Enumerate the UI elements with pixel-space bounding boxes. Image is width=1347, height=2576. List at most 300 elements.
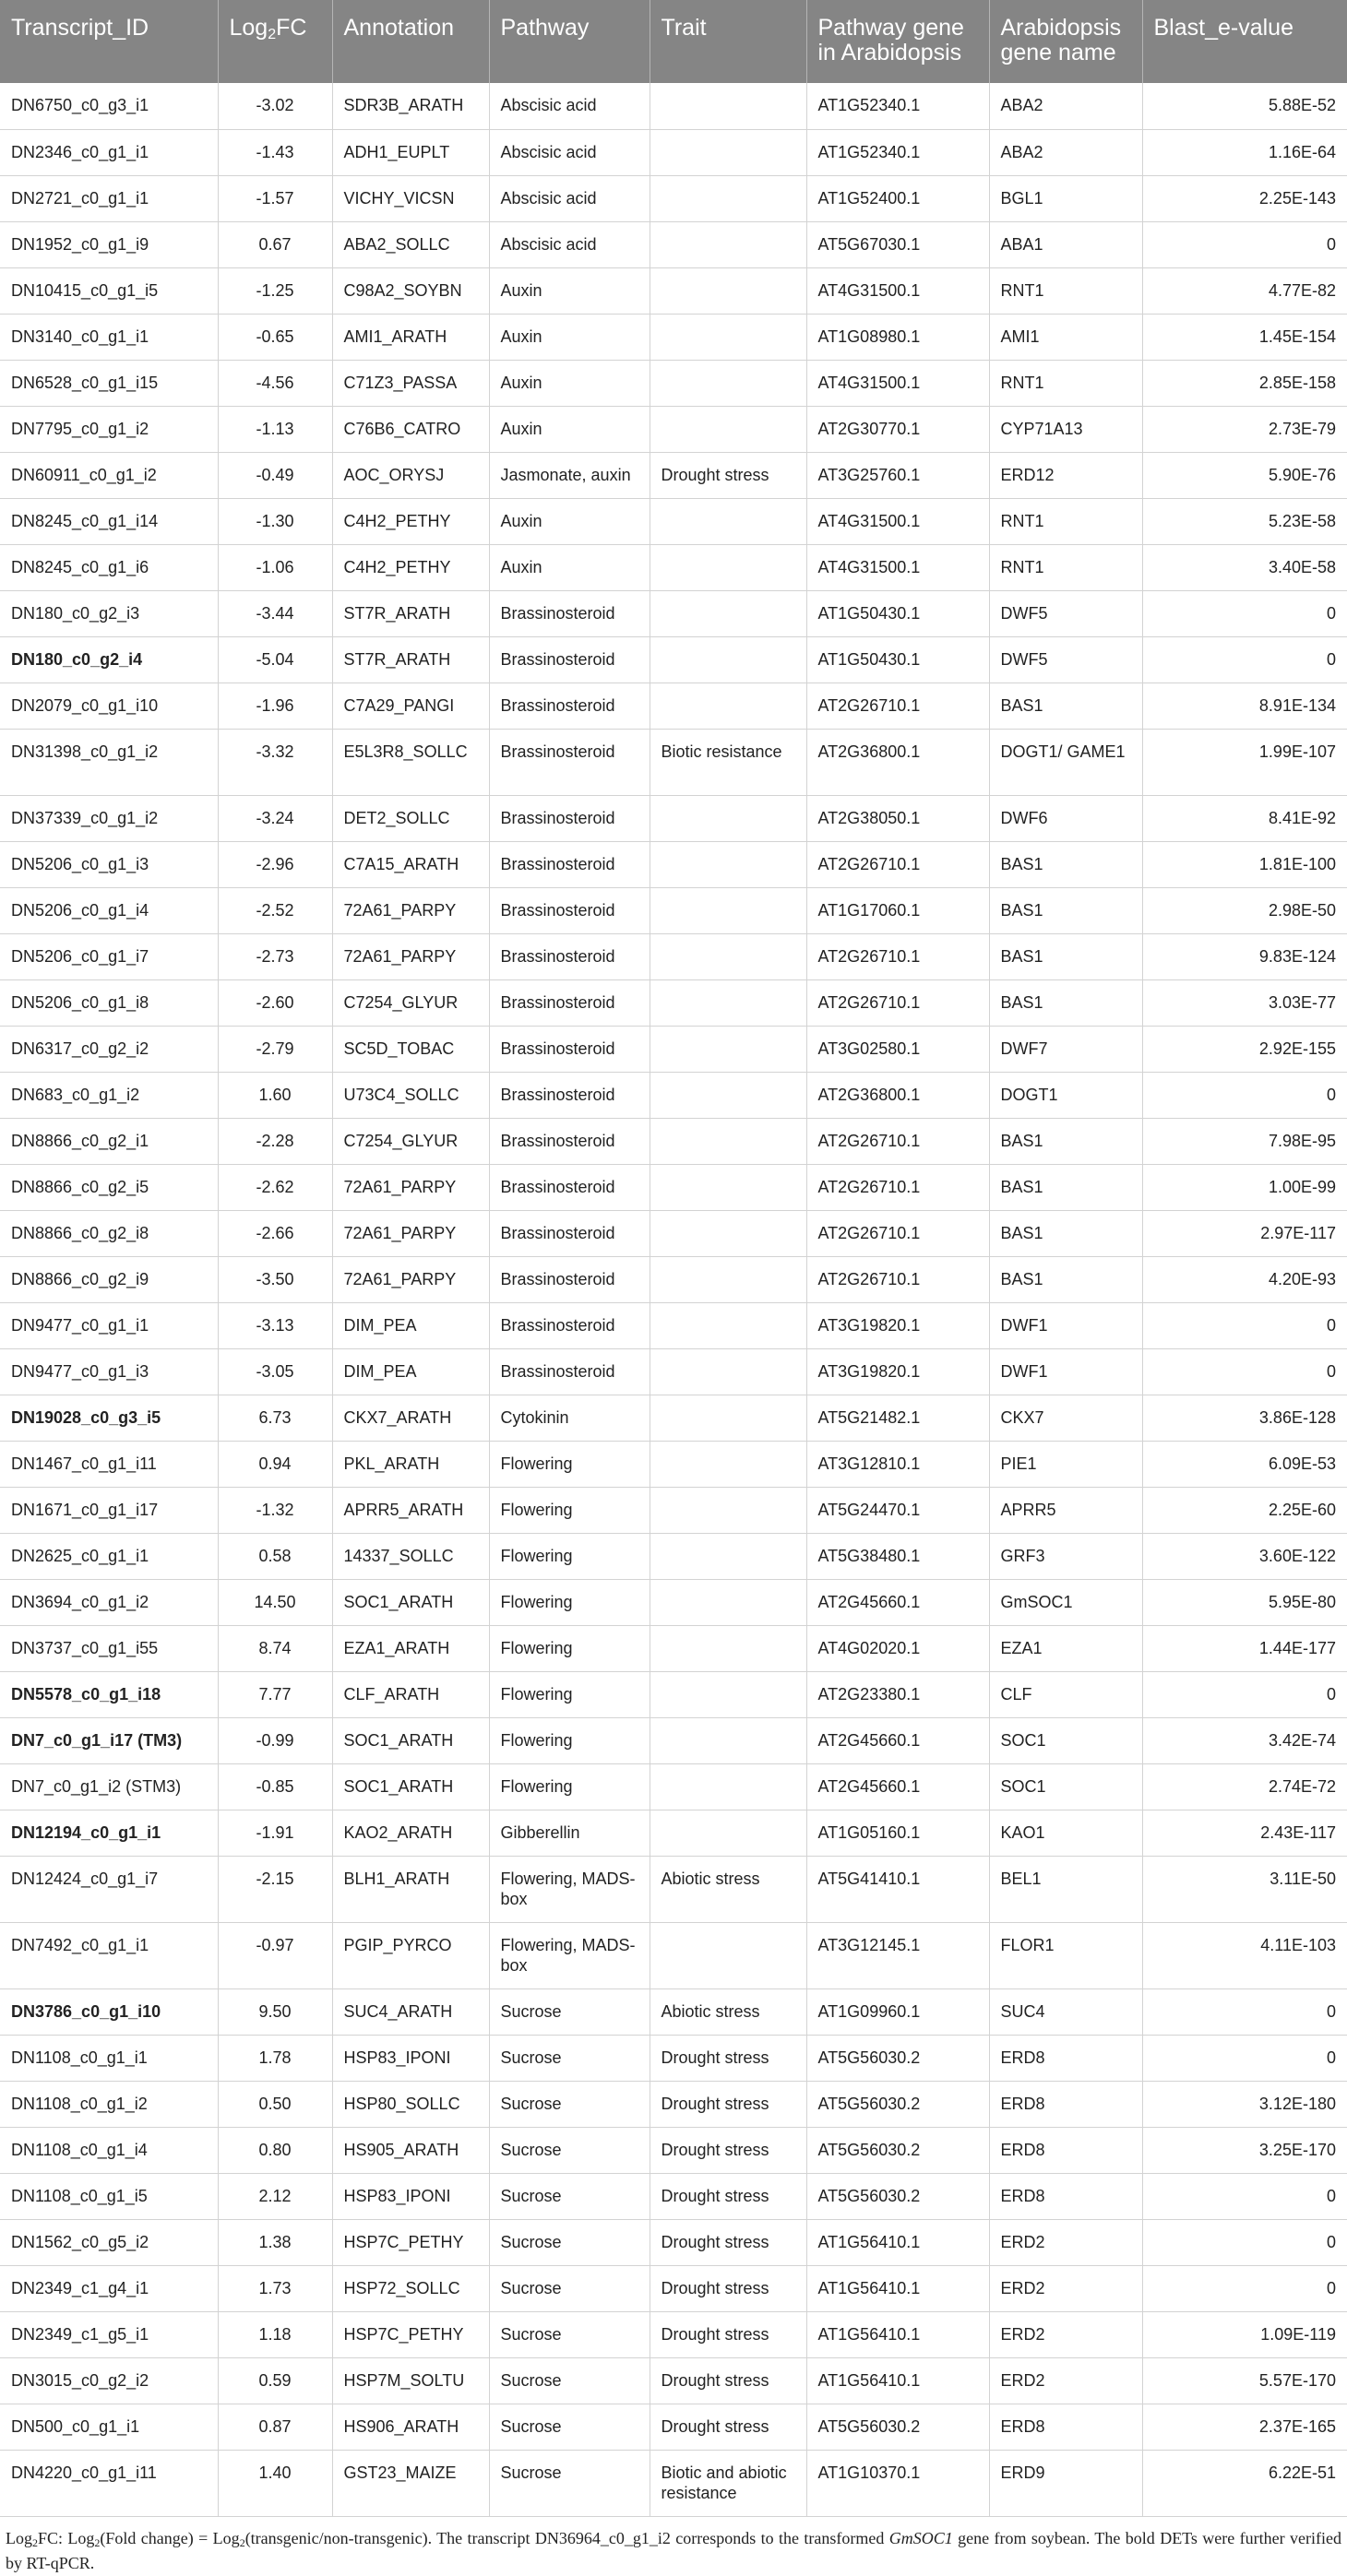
table-row: [0, 314, 1347, 360]
cell-log2fc: -3.32: [218, 729, 332, 795]
cell-pathway: Sucrose: [489, 1988, 650, 2035]
cell-pathway-gene: AT2G38050.1: [806, 795, 989, 841]
cell-annotation: DET2_SOLLC: [332, 795, 489, 841]
cell-gene-name: ERD2: [989, 2311, 1142, 2357]
cell-blast-evalue: 6.22E-51: [1142, 2450, 1347, 2516]
cell-gene-name: ERD8: [989, 2081, 1142, 2127]
cell-log2fc: 1.38: [218, 2219, 332, 2265]
table-row: [0, 129, 1347, 175]
table-row: [0, 841, 1347, 887]
cell-transcript-id: DN8866_c0_g2_i9: [0, 1256, 218, 1302]
cell-log2fc: -3.44: [218, 590, 332, 636]
cell-transcript-id: DN7_c0_g1_i2 (STM3): [0, 1763, 218, 1810]
cell-trait: Biotic resistance: [650, 729, 806, 795]
cell-gene-name: RNT1: [989, 267, 1142, 314]
header-annotation: Annotation: [332, 0, 489, 83]
cell-transcript-id: DN12194_c0_g1_i1: [0, 1810, 218, 1856]
cell-pathway: Jasmonate, auxin: [489, 452, 650, 498]
cell-trait: Drought stress: [650, 2035, 806, 2081]
cell-blast-evalue: 3.86E-128: [1142, 1395, 1347, 1441]
table-row: [0, 1026, 1347, 1072]
cell-annotation: CKX7_ARATH: [332, 1395, 489, 1441]
cell-transcript-id: DN3786_c0_g1_i10: [0, 1988, 218, 2035]
table-row: [0, 1533, 1347, 1579]
cell-log2fc: 1.18: [218, 2311, 332, 2357]
cell-pathway: Sucrose: [489, 2357, 650, 2404]
table-row: [0, 1072, 1347, 1118]
cell-gene-name: BAS1: [989, 1256, 1142, 1302]
cell-gene-name: EZA1: [989, 1625, 1142, 1671]
cell-pathway-gene: AT2G26710.1: [806, 979, 989, 1026]
cell-transcript-id: DN9477_c0_g1_i1: [0, 1302, 218, 1348]
cell-blast-evalue: 2.73E-79: [1142, 406, 1347, 452]
cell-pathway-gene: AT4G31500.1: [806, 544, 989, 590]
cell-trait: [650, 1210, 806, 1256]
cell-blast-evalue: 0: [1142, 636, 1347, 683]
cell-pathway-gene: AT5G41410.1: [806, 1856, 989, 1922]
cell-pathway: Flowering, MADS-box: [489, 1922, 650, 1988]
cell-log2fc: -1.13: [218, 406, 332, 452]
cell-log2fc: 0.87: [218, 2404, 332, 2450]
cell-pathway: Sucrose: [489, 2311, 650, 2357]
cell-annotation: AOC_ORYSJ: [332, 452, 489, 498]
cell-pathway-gene: AT2G45660.1: [806, 1717, 989, 1763]
cell-log2fc: -0.97: [218, 1922, 332, 1988]
cell-gene-name: GmSOC1: [989, 1579, 1142, 1625]
cell-pathway-gene: AT4G31500.1: [806, 498, 989, 544]
cell-pathway-gene: AT2G23380.1: [806, 1671, 989, 1717]
cell-pathway-gene: AT1G05160.1: [806, 1810, 989, 1856]
cell-log2fc: -3.13: [218, 1302, 332, 1348]
cell-pathway: Sucrose: [489, 2450, 650, 2516]
cell-pathway: Brassinosteroid: [489, 1302, 650, 1348]
table-row: [0, 1579, 1347, 1625]
cell-trait: [650, 1717, 806, 1763]
cell-pathway: Brassinosteroid: [489, 795, 650, 841]
cell-trait: [650, 406, 806, 452]
cell-pathway-gene: AT4G31500.1: [806, 360, 989, 406]
cell-pathway: Brassinosteroid: [489, 1210, 650, 1256]
table-row: [0, 83, 1347, 129]
cell-annotation: CLF_ARATH: [332, 1671, 489, 1717]
cell-trait: [650, 1118, 806, 1164]
table-row: [0, 1118, 1347, 1164]
cell-gene-name: ERD2: [989, 2357, 1142, 2404]
cell-pathway: Brassinosteroid: [489, 1118, 650, 1164]
cell-pathway: Sucrose: [489, 2173, 650, 2219]
cell-blast-evalue: 0: [1142, 1988, 1347, 2035]
cell-gene-name: DWF5: [989, 636, 1142, 683]
cell-log2fc: -0.65: [218, 314, 332, 360]
cell-trait: [650, 83, 806, 129]
cell-pathway: Abscisic acid: [489, 221, 650, 267]
cell-pathway: Brassinosteroid: [489, 1072, 650, 1118]
cell-annotation: ADH1_EUPLT: [332, 129, 489, 175]
cell-pathway: Sucrose: [489, 2219, 650, 2265]
cell-blast-evalue: 7.98E-95: [1142, 1118, 1347, 1164]
cell-trait: [650, 221, 806, 267]
cell-log2fc: 0.94: [218, 1441, 332, 1487]
cell-log2fc: 1.40: [218, 2450, 332, 2516]
cell-blast-evalue: 3.42E-74: [1142, 1717, 1347, 1763]
cell-transcript-id: DN1671_c0_g1_i17: [0, 1487, 218, 1533]
cell-gene-name: BEL1: [989, 1856, 1142, 1922]
cell-annotation: 72A61_PARPY: [332, 1164, 489, 1210]
table-row: [0, 452, 1347, 498]
cell-annotation: 14337_SOLLC: [332, 1533, 489, 1579]
header-log2fc: Log$_2$FC: [218, 0, 332, 83]
cell-gene-name: ERD8: [989, 2173, 1142, 2219]
cell-gene-name: ABA1: [989, 221, 1142, 267]
cell-gene-name: BAS1: [989, 1118, 1142, 1164]
cell-log2fc: -4.56: [218, 360, 332, 406]
cell-transcript-id: DN6750_c0_g3_i1: [0, 83, 218, 129]
cell-pathway-gene: AT1G52400.1: [806, 175, 989, 221]
cell-blast-evalue: 2.92E-155: [1142, 1026, 1347, 1072]
table-row: [0, 544, 1347, 590]
cell-transcript-id: DN3140_c0_g1_i1: [0, 314, 218, 360]
header-pathway: Pathway: [489, 0, 650, 83]
cell-blast-evalue: 2.98E-50: [1142, 887, 1347, 933]
table-row: [0, 1922, 1347, 1988]
cell-log2fc: -3.50: [218, 1256, 332, 1302]
cell-pathway-gene: AT3G19820.1: [806, 1348, 989, 1395]
cell-blast-evalue: 3.60E-122: [1142, 1533, 1347, 1579]
cell-log2fc: -1.25: [218, 267, 332, 314]
table-row: [0, 1395, 1347, 1441]
cell-transcript-id: DN3015_c0_g2_i2: [0, 2357, 218, 2404]
cell-annotation: U73C4_SOLLC: [332, 1072, 489, 1118]
cell-transcript-id: DN7_c0_g1_i17 (TM3): [0, 1717, 218, 1763]
cell-transcript-id: DN5206_c0_g1_i7: [0, 933, 218, 979]
cell-transcript-id: DN2625_c0_g1_i1: [0, 1533, 218, 1579]
table-row: [0, 267, 1347, 314]
cell-pathway-gene: AT5G24470.1: [806, 1487, 989, 1533]
cell-transcript-id: DN8245_c0_g1_i14: [0, 498, 218, 544]
table-row: [0, 2311, 1347, 2357]
cell-transcript-id: DN500_c0_g1_i1: [0, 2404, 218, 2450]
table-row: [0, 2035, 1347, 2081]
cell-trait: [650, 1256, 806, 1302]
cell-pathway: Abscisic acid: [489, 83, 650, 129]
cell-gene-name: DWF1: [989, 1348, 1142, 1395]
cell-blast-evalue: 0: [1142, 1072, 1347, 1118]
cell-trait: [650, 979, 806, 1026]
cell-pathway-gene: AT1G52340.1: [806, 129, 989, 175]
cell-annotation: ST7R_ARATH: [332, 636, 489, 683]
table-row: [0, 498, 1347, 544]
cell-transcript-id: DN8866_c0_g2_i1: [0, 1118, 218, 1164]
cell-blast-evalue: 3.40E-58: [1142, 544, 1347, 590]
cell-gene-name: APRR5: [989, 1487, 1142, 1533]
cell-transcript-id: DN3694_c0_g1_i2: [0, 1579, 218, 1625]
cell-log2fc: 0.67: [218, 221, 332, 267]
cell-pathway: Auxin: [489, 314, 650, 360]
table-row: [0, 1763, 1347, 1810]
cell-transcript-id: DN12424_c0_g1_i7: [0, 1856, 218, 1922]
cell-gene-name: KAO1: [989, 1810, 1142, 1856]
cell-pathway-gene: AT1G10370.1: [806, 2450, 989, 2516]
cell-pathway: Flowering: [489, 1441, 650, 1487]
cell-pathway-gene: AT2G26710.1: [806, 841, 989, 887]
cell-pathway: Abscisic acid: [489, 129, 650, 175]
cell-log2fc: -1.30: [218, 498, 332, 544]
cell-pathway-gene: AT5G56030.2: [806, 2035, 989, 2081]
cell-gene-name: DWF6: [989, 795, 1142, 841]
cell-annotation: PGIP_PYRCO: [332, 1922, 489, 1988]
cell-pathway: Flowering: [489, 1763, 650, 1810]
cell-gene-name: CKX7: [989, 1395, 1142, 1441]
cell-annotation: HSP83_IPONI: [332, 2173, 489, 2219]
cell-pathway: Auxin: [489, 406, 650, 452]
cell-pathway-gene: AT4G31500.1: [806, 267, 989, 314]
cell-log2fc: 1.60: [218, 1072, 332, 1118]
cell-gene-name: BAS1: [989, 841, 1142, 887]
cell-annotation: SOC1_ARATH: [332, 1763, 489, 1810]
cell-blast-evalue: 1.99E-107: [1142, 729, 1347, 795]
cell-pathway: Brassinosteroid: [489, 887, 650, 933]
cell-transcript-id: DN6528_c0_g1_i15: [0, 360, 218, 406]
cell-pathway: Sucrose: [489, 2035, 650, 2081]
cell-pathway-gene: AT4G02020.1: [806, 1625, 989, 1671]
cell-blast-evalue: 0: [1142, 2265, 1347, 2311]
cell-transcript-id: DN180_c0_g2_i3: [0, 590, 218, 636]
header-pathway-gene: Pathway gene in Arabidopsis: [806, 0, 989, 83]
cell-annotation: HS906_ARATH: [332, 2404, 489, 2450]
cell-gene-name: CYP71A13: [989, 406, 1142, 452]
cell-transcript-id: DN9477_c0_g1_i3: [0, 1348, 218, 1395]
cell-pathway-gene: AT2G26710.1: [806, 933, 989, 979]
cell-annotation: HSP7C_PETHY: [332, 2311, 489, 2357]
cell-pathway-gene: AT5G56030.2: [806, 2173, 989, 2219]
cell-transcript-id: DN1467_c0_g1_i11: [0, 1441, 218, 1487]
cell-pathway: Flowering: [489, 1717, 650, 1763]
cell-blast-evalue: 3.12E-180: [1142, 2081, 1347, 2127]
cell-transcript-id: DN8866_c0_g2_i8: [0, 1210, 218, 1256]
cell-gene-name: RNT1: [989, 544, 1142, 590]
cell-trait: [650, 1072, 806, 1118]
cell-trait: [650, 360, 806, 406]
cell-transcript-id: DN5206_c0_g1_i3: [0, 841, 218, 887]
cell-pathway: Flowering: [489, 1533, 650, 1579]
cell-trait: [650, 1348, 806, 1395]
cell-blast-evalue: 3.25E-170: [1142, 2127, 1347, 2173]
cell-blast-evalue: 0: [1142, 1671, 1347, 1717]
cell-pathway-gene: AT5G56030.2: [806, 2081, 989, 2127]
cell-pathway-gene: AT2G26710.1: [806, 1164, 989, 1210]
cell-pathway: Sucrose: [489, 2404, 650, 2450]
table-row: [0, 2265, 1347, 2311]
cell-annotation: 72A61_PARPY: [332, 887, 489, 933]
cell-trait: [650, 314, 806, 360]
cell-annotation: SOC1_ARATH: [332, 1579, 489, 1625]
cell-gene-name: SOC1: [989, 1763, 1142, 1810]
cell-blast-evalue: 1.00E-99: [1142, 1164, 1347, 1210]
cell-trait: [650, 1671, 806, 1717]
cell-trait: [650, 1579, 806, 1625]
cell-trait: [650, 887, 806, 933]
cell-transcript-id: DN1108_c0_g1_i5: [0, 2173, 218, 2219]
table-row: [0, 1856, 1347, 1922]
cell-trait: Drought stress: [650, 2081, 806, 2127]
table-row: [0, 887, 1347, 933]
cell-blast-evalue: 1.81E-100: [1142, 841, 1347, 887]
cell-gene-name: BAS1: [989, 933, 1142, 979]
cell-pathway-gene: AT2G26710.1: [806, 1256, 989, 1302]
cell-blast-evalue: 1.16E-64: [1142, 129, 1347, 175]
cell-trait: Biotic and abiotic resistance: [650, 2450, 806, 2516]
cell-pathway: Flowering: [489, 1671, 650, 1717]
cell-trait: [650, 933, 806, 979]
cell-pathway-gene: AT5G38480.1: [806, 1533, 989, 1579]
cell-log2fc: -1.32: [218, 1487, 332, 1533]
cell-blast-evalue: 0: [1142, 221, 1347, 267]
table-row: [0, 795, 1347, 841]
cell-pathway-gene: AT1G56410.1: [806, 2357, 989, 2404]
cell-pathway: Auxin: [489, 498, 650, 544]
cell-pathway-gene: AT3G19820.1: [806, 1302, 989, 1348]
cell-pathway: Sucrose: [489, 2081, 650, 2127]
table-row: [0, 729, 1347, 795]
table-row: [0, 175, 1347, 221]
cell-annotation: AMI1_ARATH: [332, 314, 489, 360]
cell-blast-evalue: 5.23E-58: [1142, 498, 1347, 544]
cell-trait: Drought stress: [650, 452, 806, 498]
cell-blast-evalue: 2.85E-158: [1142, 360, 1347, 406]
cell-pathway: Brassinosteroid: [489, 1348, 650, 1395]
table-row: [0, 1625, 1347, 1671]
cell-pathway: Cytokinin: [489, 1395, 650, 1441]
cell-transcript-id: DN1108_c0_g1_i1: [0, 2035, 218, 2081]
cell-annotation: SUC4_ARATH: [332, 1988, 489, 2035]
cell-transcript-id: DN1562_c0_g5_i2: [0, 2219, 218, 2265]
cell-pathway: Brassinosteroid: [489, 1026, 650, 1072]
cell-pathway: Brassinosteroid: [489, 729, 650, 795]
cell-log2fc: -1.57: [218, 175, 332, 221]
cell-trait: Drought stress: [650, 2219, 806, 2265]
cell-pathway: Brassinosteroid: [489, 979, 650, 1026]
cell-blast-evalue: 5.57E-170: [1142, 2357, 1347, 2404]
cell-pathway: Auxin: [489, 360, 650, 406]
cell-annotation: 72A61_PARPY: [332, 1256, 489, 1302]
cell-pathway: Brassinosteroid: [489, 636, 650, 683]
cell-annotation: BLH1_ARATH: [332, 1856, 489, 1922]
cell-pathway: Brassinosteroid: [489, 683, 650, 729]
cell-log2fc: -2.79: [218, 1026, 332, 1072]
cell-trait: [650, 1302, 806, 1348]
cell-annotation: APRR5_ARATH: [332, 1487, 489, 1533]
cell-log2fc: 7.77: [218, 1671, 332, 1717]
table-row: [0, 1164, 1347, 1210]
cell-log2fc: 8.74: [218, 1625, 332, 1671]
cell-trait: [650, 175, 806, 221]
cell-blast-evalue: 1.45E-154: [1142, 314, 1347, 360]
cell-pathway-gene: AT1G52340.1: [806, 83, 989, 129]
cell-pathway-gene: AT2G45660.1: [806, 1579, 989, 1625]
cell-transcript-id: DN2721_c0_g1_i1: [0, 175, 218, 221]
cell-trait: Drought stress: [650, 2404, 806, 2450]
cell-annotation: EZA1_ARATH: [332, 1625, 489, 1671]
cell-gene-name: BAS1: [989, 979, 1142, 1026]
cell-gene-name: RNT1: [989, 360, 1142, 406]
cell-transcript-id: DN1108_c0_g1_i2: [0, 2081, 218, 2127]
cell-pathway: Abscisic acid: [489, 175, 650, 221]
cell-annotation: C71Z3_PASSA: [332, 360, 489, 406]
cell-gene-name: BAS1: [989, 887, 1142, 933]
cell-transcript-id: DN5578_c0_g1_i18: [0, 1671, 218, 1717]
cell-blast-evalue: 2.43E-117: [1142, 1810, 1347, 1856]
cell-annotation: HS905_ARATH: [332, 2127, 489, 2173]
cell-pathway: Gibberellin: [489, 1810, 650, 1856]
cell-pathway-gene: AT2G26710.1: [806, 1118, 989, 1164]
cell-gene-name: ERD2: [989, 2219, 1142, 2265]
table-row: [0, 1441, 1347, 1487]
cell-annotation: DIM_PEA: [332, 1302, 489, 1348]
cell-pathway-gene: AT1G56410.1: [806, 2219, 989, 2265]
cell-log2fc: -2.15: [218, 1856, 332, 1922]
cell-annotation: 72A61_PARPY: [332, 1210, 489, 1256]
table-row: [0, 1671, 1347, 1717]
cell-gene-name: PIE1: [989, 1441, 1142, 1487]
cell-trait: [650, 1810, 806, 1856]
cell-pathway-gene: AT1G50430.1: [806, 590, 989, 636]
cell-transcript-id: DN10415_c0_g1_i5: [0, 267, 218, 314]
cell-annotation: C7A29_PANGI: [332, 683, 489, 729]
cell-trait: [650, 1026, 806, 1072]
cell-log2fc: -2.52: [218, 887, 332, 933]
cell-trait: Drought stress: [650, 2173, 806, 2219]
cell-gene-name: ERD9: [989, 2450, 1142, 2516]
table-row: [0, 1210, 1347, 1256]
cell-log2fc: -0.49: [218, 452, 332, 498]
cell-gene-name: ABA2: [989, 83, 1142, 129]
cell-pathway-gene: AT2G45660.1: [806, 1763, 989, 1810]
cell-trait: Drought stress: [650, 2357, 806, 2404]
cell-transcript-id: DN37339_c0_g1_i2: [0, 795, 218, 841]
cell-blast-evalue: 1.44E-177: [1142, 1625, 1347, 1671]
cell-log2fc: -2.60: [218, 979, 332, 1026]
cell-blast-evalue: 2.25E-60: [1142, 1487, 1347, 1533]
table-row: [0, 2173, 1347, 2219]
cell-transcript-id: DN5206_c0_g1_i8: [0, 979, 218, 1026]
cell-trait: Abiotic stress: [650, 1988, 806, 2035]
cell-log2fc: -2.28: [218, 1118, 332, 1164]
cell-annotation: VICHY_VICSN: [332, 175, 489, 221]
cell-log2fc: 0.58: [218, 1533, 332, 1579]
cell-pathway-gene: AT5G21482.1: [806, 1395, 989, 1441]
cell-transcript-id: DN6317_c0_g2_i2: [0, 1026, 218, 1072]
cell-blast-evalue: 0: [1142, 1348, 1347, 1395]
cell-trait: [650, 795, 806, 841]
cell-trait: [650, 129, 806, 175]
cell-annotation: PKL_ARATH: [332, 1441, 489, 1487]
cell-transcript-id: DN8245_c0_g1_i6: [0, 544, 218, 590]
cell-annotation: C7254_GLYUR: [332, 1118, 489, 1164]
cell-log2fc: -1.43: [218, 129, 332, 175]
cell-blast-evalue: 4.77E-82: [1142, 267, 1347, 314]
cell-blast-evalue: 0: [1142, 2219, 1347, 2265]
cell-blast-evalue: 1.09E-119: [1142, 2311, 1347, 2357]
cell-pathway: Brassinosteroid: [489, 933, 650, 979]
cell-gene-name: BAS1: [989, 683, 1142, 729]
cell-annotation: 72A61_PARPY: [332, 933, 489, 979]
cell-trait: [650, 1625, 806, 1671]
cell-transcript-id: DN2349_c1_g4_i1: [0, 2265, 218, 2311]
cell-transcript-id: DN3737_c0_g1_i55: [0, 1625, 218, 1671]
cell-blast-evalue: 2.74E-72: [1142, 1763, 1347, 1810]
cell-pathway-gene: AT3G12810.1: [806, 1441, 989, 1487]
cell-transcript-id: DN2349_c1_g5_i1: [0, 2311, 218, 2357]
